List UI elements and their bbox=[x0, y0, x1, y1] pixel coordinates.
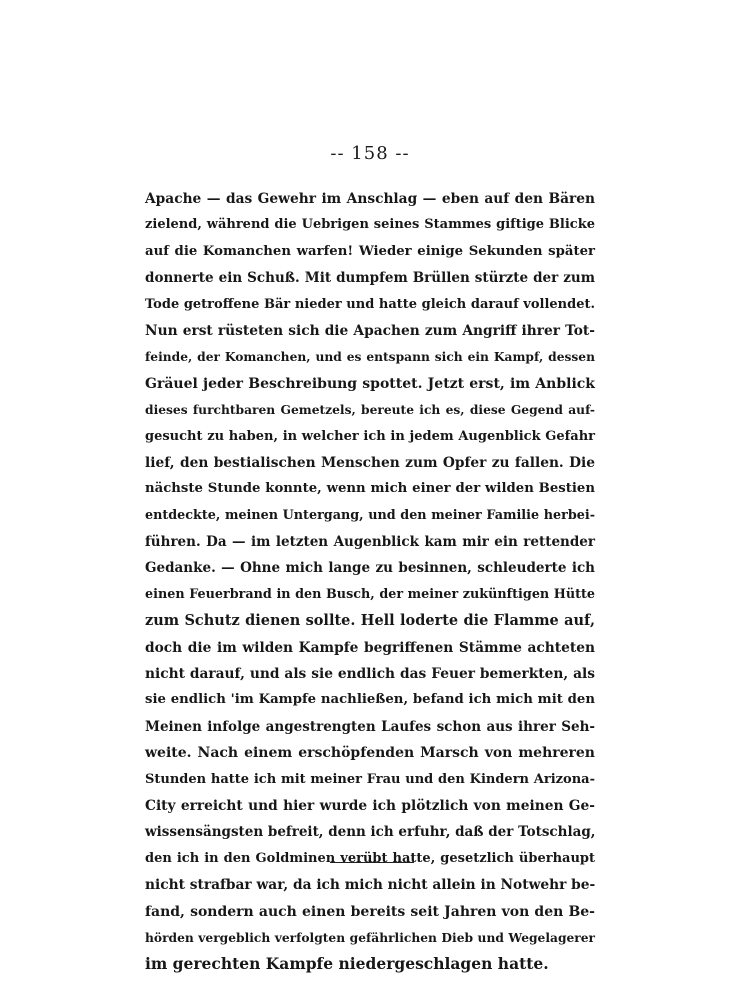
text-line: weite. Nach einem erschöpfenden Marsch von mehreren bbox=[145, 745, 595, 762]
text-line: lief, den bestialischen Menschen zum Opfer zu fallen. Die bbox=[145, 454, 595, 471]
text-line: Meinen infolge angestrengten Laufes schon aus ihrer Seh- bbox=[145, 718, 595, 735]
text-line: im gerechten Kampfe niedergeschlagen hatte. bbox=[145, 954, 549, 974]
text-line: Gräuel jeder Beschreibung spottet. Jetzt erst, im Anblick bbox=[145, 375, 595, 392]
body-text bbox=[145, 186, 595, 978]
text-line: City erreicht und hier wurde ich plötzlich von meinen Ge- bbox=[145, 797, 595, 814]
text-line: zielend, während die Uebrigen seines Stammes giftige Blicke bbox=[145, 217, 595, 233]
text-line: Apache — das Gewehr im Anschlag — eben auf den Bären bbox=[145, 191, 595, 207]
text-line: nächste Stunde konnte, wenn mich einer der wilden Bestien bbox=[145, 481, 595, 497]
text-line: wissensängsten befreit, denn ich erfuhr, daß der Totschlag, bbox=[145, 824, 596, 841]
text-line: fand, sondern auch einen bereits seit Jahren von den Be- bbox=[145, 903, 595, 920]
closing-rule bbox=[330, 862, 414, 863]
text-line: führen. Da — im letzten Augenblick kam mir ein rettender bbox=[145, 534, 595, 551]
text-line: nicht darauf, und als sie endlich das Feuer bemerkten, als bbox=[145, 666, 595, 683]
text-line: Stunden hatte ich mit meiner Frau und den Kindern Arizona- bbox=[145, 771, 595, 787]
text-line: feinde, der Komanchen, und es entspann sich ein Kampf, dessen bbox=[145, 349, 595, 365]
text-line: entdeckte, meinen Untergang, und den meiner Familie herbei- bbox=[145, 507, 595, 523]
text-line: Gedanke. — Ohne mich lange zu besinnen, schleuderte ich bbox=[145, 560, 595, 577]
text-line: einen Feuerbrand in den Busch, der meiner zukünftigen Hütte bbox=[145, 586, 595, 602]
text-line: sie endlich 'im Kampfe nachließen, befand ich mich mit den bbox=[145, 692, 595, 708]
text-line: Tode getroffene Bär nieder und hatte gleich darauf vollendet. bbox=[145, 296, 595, 312]
text-line: donnerte ein Schuß. Mit dumpfem Brüllen stürzte der zum bbox=[145, 270, 595, 287]
text-line: hörden vergeblich verfolgten gefährlichen Dieb und Wegelagerer bbox=[145, 929, 595, 945]
text-line: zum Schutz dienen sollte. Hell loderte die Flamme auf, bbox=[145, 612, 595, 630]
text-line: doch die im wilden Kampfe begriffenen Stämme achteten bbox=[145, 639, 595, 656]
text-line: auf die Komanchen warfen! Wieder einige Sekunden später bbox=[145, 243, 595, 259]
page-number: -- 158 -- bbox=[330, 143, 410, 164]
text-line: nicht strafbar war, da ich mich nicht allein in Notwehr be- bbox=[145, 877, 596, 894]
text-line: den ich in den Goldminen verübt hatte, gesetzlich überhaupt bbox=[145, 850, 595, 866]
text-line: dieses furchtbaren Gemetzels, bereute ich es, diese Gegend auf- bbox=[145, 402, 595, 418]
text-line: Nun erst rüsteten sich die Apachen zum Angriff ihrer Tot- bbox=[145, 322, 595, 339]
text-line: gesucht zu haben, in welcher ich in jedem Augenblick Gefahr bbox=[145, 428, 595, 444]
